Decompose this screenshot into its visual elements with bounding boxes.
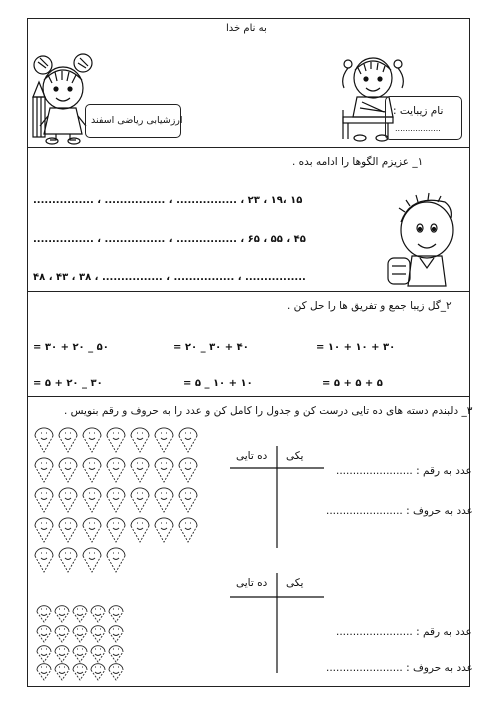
number-in-words-1[interactable]: عدد به حروف : ....................... bbox=[326, 505, 473, 517]
equation-1[interactable]: ۵۰ _ ۲۰ + ۳۰ = bbox=[33, 342, 109, 353]
pattern-row-2[interactable]: ۴۵ ، ۵۵ ، ۶۵ ، ................ ، ................ ، ................ bbox=[33, 234, 306, 245]
number-in-words-2[interactable]: عدد به حروف : ....................... bbox=[326, 662, 473, 674]
student-name-field[interactable]: .................. bbox=[395, 124, 441, 133]
student-name-label: نام زیبایت : bbox=[393, 105, 444, 117]
table2-ones-header: یکی bbox=[286, 577, 304, 589]
equation-2[interactable]: ۴۰ + ۳۰ _ ۲۰ = bbox=[173, 342, 249, 353]
equation-6[interactable]: ۵ + ۵ + ۵ = bbox=[322, 378, 383, 389]
equation-3[interactable]: ۳۰ + ۱۰ + ۱۰ = bbox=[316, 342, 396, 353]
equation-5[interactable]: ۱۰ + ۱۰ _ ۵ = bbox=[183, 378, 253, 389]
exam-title: ارزشیابی ریاضی اسفند bbox=[91, 115, 183, 126]
equation-4[interactable]: ۳۰ _ ۲۰ + ۵ = bbox=[33, 378, 103, 389]
table1-ones-header: یکی bbox=[286, 450, 304, 462]
pattern-row-3[interactable]: ................ ، ................ ، ................ ، ۳۸ ، ۴۳ ، ۴۸ bbox=[33, 272, 306, 283]
number-in-digits-2[interactable]: عدد به رقم : ....................... bbox=[336, 626, 472, 638]
section3-title: ۳_ دلبندم دسته های ده تایی درست کن و جدول را کامل کن و عدد را به حروف و رقم بنویس . bbox=[64, 405, 473, 417]
section1-title: ۱_ عزیزم الگوها را ادامه بده . bbox=[292, 156, 424, 168]
section2-title: ۲_گل زیبا جمع و تفریق ها را حل کن . bbox=[287, 300, 452, 312]
bismillah-heading: به نام خدا bbox=[226, 23, 267, 34]
pattern-row-1[interactable]: ۱۵ ،۱۹ ، ۲۳ ، ................ ، ................ ، ................ bbox=[33, 195, 303, 206]
table1-tens-header: ده تایی bbox=[236, 450, 268, 462]
number-in-digits-1[interactable]: عدد به رقم : ....................... bbox=[336, 465, 472, 477]
table2-tens-header: ده تایی bbox=[236, 577, 268, 589]
